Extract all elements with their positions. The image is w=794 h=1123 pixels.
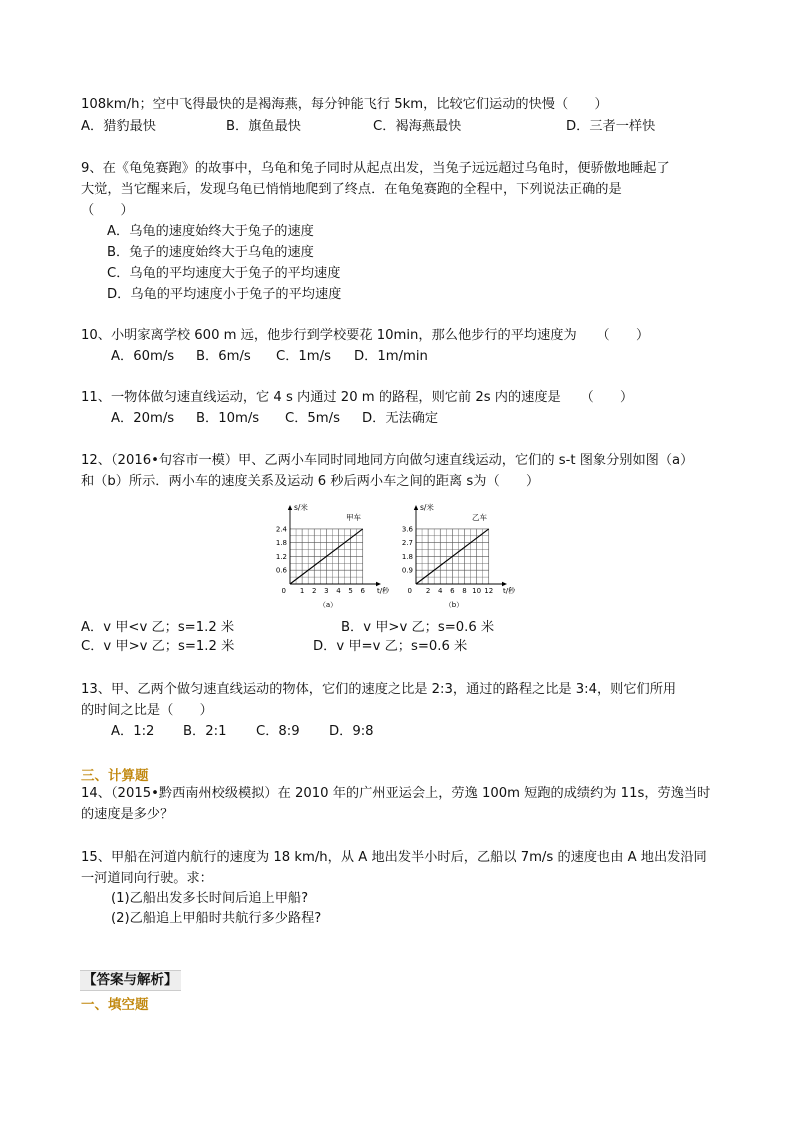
y-tick-label: 0.6: [275, 566, 287, 575]
x-tick-label: 5: [348, 587, 353, 595]
chart-b: [402, 502, 516, 609]
q9-stem-line3: （ ）: [81, 203, 134, 218]
q15-sub-question-2: (2)乙船追上甲船时共航行多少路程?: [111, 911, 322, 926]
q9-stem-line2: 大觉，当它醒来后，发现乌龟已悄悄地爬到了终点．在龟兔赛跑的全程中，下列说法正确的是: [81, 182, 622, 197]
x-axis-arrow: [502, 582, 507, 586]
x-axis-arrow: [376, 582, 381, 586]
q10-option-d[interactable]: D．1m/min: [354, 349, 428, 364]
q12-stem-line1: 12、（2016•句容市一模）甲、乙两小车同时同地同方向做匀速直线运动，它们的 s-t 图象分别如图（a）: [81, 453, 694, 468]
q12-option-c[interactable]: C．v 甲>v 乙；s=1.2 米: [81, 639, 235, 654]
x-tick-label: 1: [299, 587, 305, 595]
q9-option-c[interactable]: C．乌龟的平均速度大于兔子的平均速度: [107, 266, 341, 281]
q13-option-c[interactable]: C．8:9: [256, 724, 300, 739]
x-tick-label: 2: [312, 587, 317, 595]
y-tick-label: 1.8: [401, 552, 413, 561]
q11-option-b[interactable]: B．10m/s: [196, 411, 260, 426]
q8-option-a[interactable]: A．猎豹最快: [81, 119, 156, 134]
q10-option-a[interactable]: A．60m/s: [111, 349, 175, 364]
section-heading-fill-blank: 一、填空题: [81, 997, 149, 1013]
chart-a: [276, 502, 390, 609]
q10-option-b[interactable]: B．6m/s: [196, 349, 251, 364]
x-tick-label: 12: [484, 587, 494, 595]
q11-option-d[interactable]: D．无法确定: [362, 411, 439, 426]
q12-option-d[interactable]: D．v 甲=v 乙；s=0.6 米: [313, 639, 468, 654]
origin-label: 0: [407, 587, 412, 595]
x-tick-label: 8: [462, 587, 467, 595]
y-axis-arrow: [414, 505, 418, 510]
q13-option-a[interactable]: A．1:2: [111, 724, 155, 739]
q8-text: 108km/h；空中飞得最快的是褐海燕，每分钟能飞行 5km，比较它们运动的快慢（ ）: [81, 97, 608, 112]
y-tick-label: 3.6: [401, 525, 413, 534]
y-axis-label: s/米: [420, 503, 434, 512]
q12-option-a[interactable]: A．v 甲<v 乙；s=1.2 米: [81, 620, 235, 635]
x-tick-label: 3: [324, 587, 329, 595]
x-tick-label: 2: [425, 587, 431, 595]
q14-stem-line2: 的速度是多少？: [81, 807, 174, 822]
x-tick-label: 10: [472, 587, 482, 595]
chart-caption: （a）: [318, 601, 338, 609]
y-tick-label: 0.9: [401, 566, 413, 575]
chart-title: 甲车: [346, 513, 361, 522]
q8-option-c[interactable]: C．褐海燕最快: [373, 119, 462, 134]
x-tick-label: 6: [360, 587, 365, 595]
q15-stem-line2: 一河道同向行驶。求：: [81, 871, 213, 886]
x-axis-label: t/秒: [377, 587, 390, 595]
q12-stem-line2: 和（b）所示．两小车的速度关系及运动 6 秒后两小车之间的距离 s为（ ）: [81, 474, 540, 489]
q15-stem-line1: 15、甲船在河道内航行的速度为 18 km/h，从 A 地出发半小时后，乙船以 7m/s 的速度也由 A 地出发沿同: [81, 850, 707, 865]
q11-option-a[interactable]: A．20m/s: [111, 411, 175, 426]
q12-option-b[interactable]: B．v 甲>v 乙；s=0.6 米: [341, 620, 495, 635]
q9-option-b[interactable]: B．兔子的速度始终大于乌龟的速度: [107, 245, 314, 260]
y-tick-label: 2.4: [275, 525, 287, 534]
y-tick-label: 2.7: [401, 539, 413, 548]
q9-option-d[interactable]: D．乌龟的平均速度小于兔子的平均速度: [107, 287, 342, 302]
chart-caption: （b）: [444, 601, 464, 609]
y-tick-label: 1.2: [275, 552, 287, 561]
q10-option-c[interactable]: C．1m/s: [276, 349, 331, 364]
q13-stem-line1: 13、甲、乙两个做匀速直线运动的物体，它们的速度之比是 2:3，通过的路程之比是 3:4，则它们所用: [81, 682, 677, 697]
q8-option-b[interactable]: B．旗鱼最快: [226, 119, 301, 134]
q13-option-b[interactable]: B．2:1: [183, 724, 227, 739]
x-tick-label: 4: [336, 587, 341, 595]
st-graphs-figure: [268, 500, 520, 612]
q13-option-d[interactable]: D．9:8: [329, 724, 374, 739]
q14-stem-line1: 14、（2015•黔西南州校级模拟）在 2010 年的广州亚运会上，劳逸 100m 短跑的成绩约为 11s，劳逸当时: [81, 786, 711, 801]
q9-stem-line1: 9、在《龟兔赛跑》的故事中，乌龟和兔子同时从起点出发，当兔子远远超过乌龟时，便骄傲地睡起了: [81, 161, 670, 176]
x-tick-label: 4: [438, 587, 443, 595]
x-axis-label: t/秒: [503, 587, 516, 595]
y-axis-arrow: [288, 505, 292, 510]
x-tick-label: 6: [450, 587, 455, 595]
answer-header: 【答案与解析】: [80, 970, 181, 991]
chart-title: 乙车: [472, 513, 487, 522]
q11-stem: 11、一物体做匀速直线运动，它 4 s 内通过 20 m 的路程，则它前 2s 内的速度是 （ ）: [81, 390, 634, 405]
q15-sub-question-1: (1)乙船出发多长时间后追上甲船?: [111, 891, 309, 906]
q13-stem-line2: 的时间之比是（ ）: [81, 703, 213, 718]
q10-stem: 10、小明家离学校 600 m 远，他步行到学校要花 10min，那么他步行的平均速度为 （ ）: [81, 328, 650, 343]
y-tick-label: 1.8: [275, 539, 287, 548]
y-axis-label: s/米: [294, 503, 308, 512]
q11-option-c[interactable]: C．5m/s: [285, 411, 340, 426]
q8-option-d[interactable]: D．三者一样快: [566, 119, 656, 134]
section-heading-calculation: 三、计算题: [81, 768, 149, 784]
origin-label: 0: [281, 587, 286, 595]
q9-option-a[interactable]: A．乌龟的速度始终大于兔子的速度: [107, 224, 314, 239]
